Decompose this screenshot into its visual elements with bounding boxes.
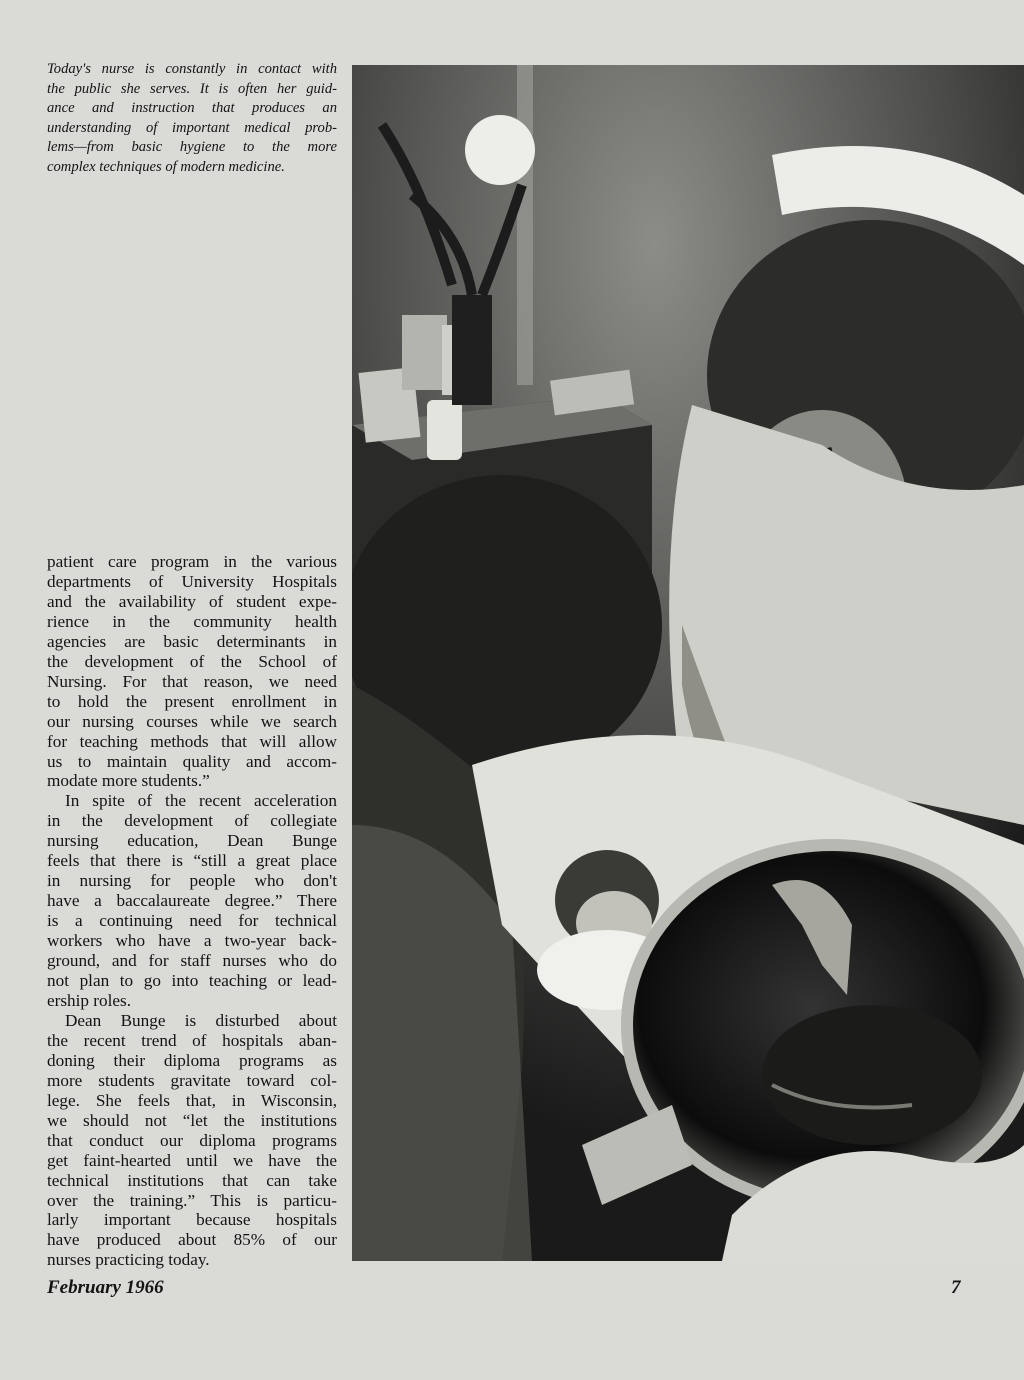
body-line: patient care program in the various bbox=[47, 552, 337, 571]
body-line: modate more students.” bbox=[47, 771, 210, 791]
body-line: nurses practicing today. bbox=[47, 1250, 210, 1270]
body-line: lege. She feels that, in Wisconsin, bbox=[47, 1090, 337, 1110]
body-line: is a continuing need for technical bbox=[47, 911, 337, 931]
body-line: ership roles. bbox=[47, 990, 132, 1010]
caption-line: understanding of important medical prob- bbox=[47, 119, 337, 136]
body-line: ground, and for staff nurses who do bbox=[47, 951, 337, 971]
body-line: departments of University Hospitals bbox=[47, 571, 337, 591]
body-line: In spite of the recent acceleration bbox=[65, 791, 337, 811]
body-line: over the training.” This is particu- bbox=[47, 1190, 337, 1210]
body-line: not plan to go into teaching or lead- bbox=[47, 971, 337, 991]
body-line: the development of the School of bbox=[47, 651, 337, 671]
body-line: have produced about 85% of our bbox=[47, 1230, 337, 1250]
body-line: and the availability of student expe- bbox=[47, 591, 337, 611]
body-line: we should not “let the institutions bbox=[47, 1110, 337, 1130]
page-number: 7 bbox=[951, 1277, 961, 1298]
body-line: to hold the present enrollment in bbox=[47, 691, 337, 711]
body-line: us to maintain quality and accom- bbox=[47, 751, 337, 771]
body-line: for teaching methods that will allow bbox=[47, 731, 337, 751]
body-line: in the development of collegiate bbox=[47, 811, 337, 831]
body-line: more students gravitate toward col- bbox=[47, 1070, 337, 1090]
caption-line: lems—from basic hygiene to the more bbox=[47, 139, 337, 155]
body-line: Nursing. For that reason, we need bbox=[47, 671, 337, 691]
body-line: Dean Bunge is disturbed about bbox=[65, 1010, 337, 1030]
body-line: have a baccalaureate degree.” There bbox=[47, 891, 337, 911]
body-line: that conduct our diploma programs bbox=[47, 1130, 337, 1150]
caption-line: complex techniques of modern medicine. bbox=[47, 158, 285, 175]
body-line: in nursing for people who don't bbox=[47, 871, 337, 891]
body-line: nursing education, Dean Bunge bbox=[47, 831, 337, 851]
body-line: larly important because hospitals bbox=[47, 1210, 337, 1230]
body-line: technical institutions that can take bbox=[47, 1170, 337, 1190]
caption-line: the public she serves. It is often her guid- bbox=[47, 80, 337, 97]
body-line: the recent trend of hospitals aban- bbox=[47, 1030, 337, 1050]
body-line: doning their diploma programs as bbox=[47, 1050, 337, 1070]
caption-line: ance and instruction that produces an bbox=[47, 100, 337, 116]
body-line: rience in the community health bbox=[47, 611, 337, 631]
article-body bbox=[47, 552, 337, 1270]
nursing-photo bbox=[352, 65, 1024, 1261]
body-line: agencies are basic determinants in bbox=[47, 631, 337, 651]
body-line: feels that there is “still a great place bbox=[47, 851, 337, 871]
photo-illustration bbox=[352, 65, 1024, 1261]
body-line: get faint-hearted until we have the bbox=[47, 1150, 337, 1170]
issue-date: February 1966 bbox=[47, 1277, 164, 1298]
photo-caption bbox=[47, 60, 337, 177]
caption-line: Today's nurse is constantly in contact with bbox=[47, 61, 337, 77]
body-line: workers who have a two-year back- bbox=[47, 931, 337, 951]
body-line: our nursing courses while we search bbox=[47, 711, 337, 731]
